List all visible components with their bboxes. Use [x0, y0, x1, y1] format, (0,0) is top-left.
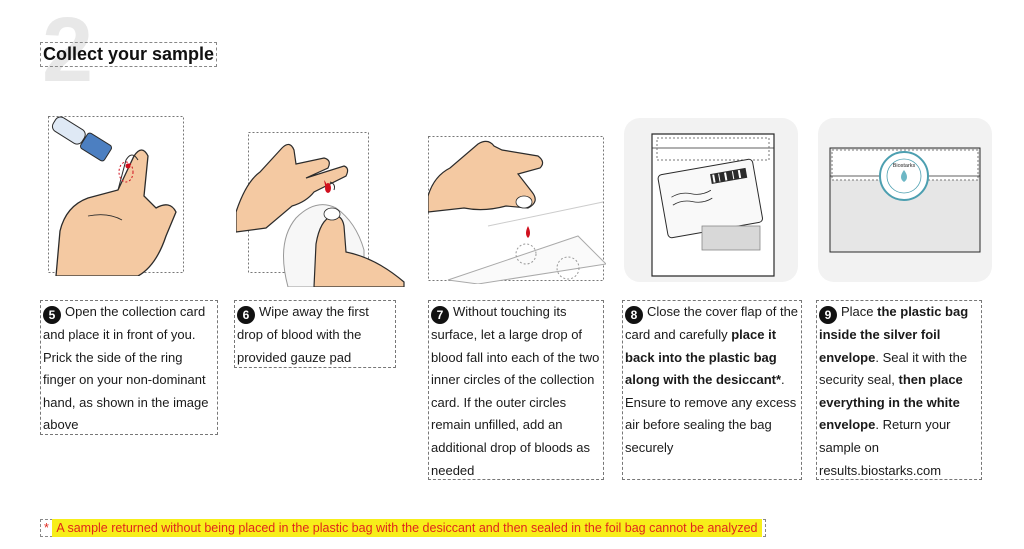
step-text: Close the cover flap of the card and carefully	[625, 304, 799, 342]
footnote-text: A sample returned without being placed in the plastic bag with the desiccant and then sealed in the foil bag cannot be analyzed	[52, 519, 761, 537]
step-text: . Return your sample on results.biostarks.com	[819, 417, 951, 478]
step-7-text	[428, 300, 604, 480]
step-5-text	[40, 300, 218, 435]
step-number-badge: 7	[431, 306, 449, 324]
step-number-badge: 6	[237, 306, 255, 324]
step-text: Without touching its surface, let a large drop of blood fall into each of the two inner circles of the collection card. If the outer circles remain unfilled, add an additional drop of bloods as needed	[431, 304, 600, 478]
illustration-foil-envelope	[818, 118, 992, 282]
illustration-drop-blood	[428, 136, 606, 284]
illustration-prick-finger	[48, 116, 188, 276]
step-text: Wipe away the first drop of blood with the provided gauze pad	[237, 304, 369, 365]
seal-label: Biostarks	[892, 163, 916, 169]
step-9-text	[816, 300, 982, 480]
section-title: Collect your sample	[40, 42, 217, 67]
footnote-star: *	[44, 521, 53, 535]
step-number-badge: 8	[625, 306, 643, 324]
footnote	[40, 519, 766, 537]
step-number-badge: 5	[43, 306, 61, 324]
step-text-bold: the plastic bag inside the silver foil envelope	[819, 304, 969, 365]
step-text: Place	[841, 304, 878, 319]
illustration-plastic-bag	[624, 118, 798, 282]
step-text-bold: then place everything in the white envelope	[819, 372, 963, 433]
step-6-text	[234, 300, 396, 368]
section-number: 2	[42, 0, 94, 101]
step-number-badge: 9	[819, 306, 837, 324]
step-text: . Ensure to remove any excess air before sealing the bag securely	[625, 372, 797, 455]
step-8-text	[622, 300, 802, 480]
step-text: Open the collection card and place it in front of you. Prick the side of the ring finger on your non-dominant hand, as shown in the image above	[43, 304, 209, 433]
illustration-wipe-gauze	[236, 132, 406, 287]
step-text-bold: place it back into the plastic bag along with the desiccant*	[625, 327, 782, 388]
step-text: . Seal it with the security seal,	[819, 349, 968, 388]
